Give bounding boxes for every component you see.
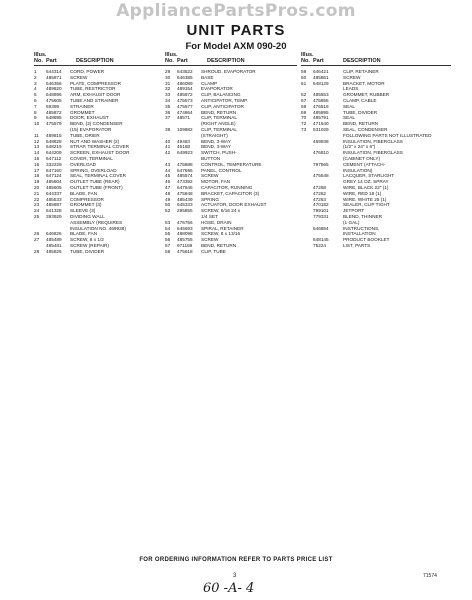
- part-number: 69399: [46, 103, 60, 109]
- part-number: 475618: [177, 248, 193, 254]
- part-description: LACQUER, STARLIGHT: [343, 173, 395, 179]
- part-number: 489815: [46, 132, 62, 138]
- illus-number: 11: [34, 132, 39, 138]
- illus-number: 32: [165, 86, 171, 92]
- illus-number: 35: [165, 103, 171, 109]
- part-description: SCREW: [201, 173, 219, 179]
- part-description: ANTICIPATOR, TEMP.: [201, 97, 248, 103]
- part-number: 646864: [313, 225, 329, 231]
- part-description: GROMMET, RUBBER: [343, 92, 390, 98]
- part-description: BEND, (2) CONDENSER: [70, 121, 123, 127]
- part-description: MOTOR, FAN: [201, 179, 231, 185]
- part-description: BLADE, FAN: [70, 190, 98, 196]
- part-number: 485755: [177, 237, 193, 243]
- part-number: 485825: [46, 248, 62, 254]
- header-illus: Illus.: [165, 52, 178, 58]
- part-description: CLAMP, CABLE: [343, 97, 377, 103]
- part-description: 1/4 SET: [201, 213, 218, 219]
- part-description: TUBE AND STRAINER: [70, 97, 119, 103]
- part-number: 471540: [313, 121, 329, 127]
- parts-column-1: [34, 52, 166, 255]
- illus-number: 10: [34, 121, 40, 127]
- part-number: 641328: [46, 208, 62, 214]
- part-description: GROMMET (3): [70, 202, 102, 208]
- illus-number: 15: [34, 155, 40, 161]
- part-description: GREY 14 OZ. SPRAY: [343, 179, 389, 185]
- part-number: 648828: [46, 138, 62, 144]
- part-number: 644209: [46, 150, 62, 156]
- part-number: 475548: [313, 173, 329, 179]
- illus-number: 47: [165, 184, 171, 190]
- header-rule: [34, 65, 166, 66]
- part-number: 332229: [46, 161, 62, 167]
- header-part: Part: [313, 58, 324, 64]
- part-description: CLIP, ANTICIPATOR: [201, 103, 244, 109]
- page-title: UNIT PARTS: [186, 22, 286, 39]
- part-number: 48571: [177, 115, 191, 121]
- part-number: 485439: [177, 196, 193, 202]
- part-description: INSTRUCTIONS,: [343, 225, 380, 231]
- part-description: SPRING: [201, 196, 219, 202]
- part-description: SCREW: [70, 74, 88, 80]
- part-description: BRACKET, CAPACITOR (3): [201, 190, 260, 196]
- illus-number: 9: [34, 115, 37, 121]
- page-subtitle: For Model AXM 090-20: [185, 41, 287, 52]
- part-description: JETPORT: [343, 208, 365, 214]
- part-description: NUT AND WASHER (2): [70, 138, 120, 144]
- parts-list: [301, 69, 451, 249]
- header-part: Part: [177, 58, 188, 64]
- part-number: 485604: [46, 179, 62, 185]
- part-description: FOLLOWING PARTS NOT ILLUSTRATED: [343, 132, 432, 138]
- part-row: [34, 249, 166, 255]
- part-description: INSTALLATION: [343, 231, 376, 237]
- part-number: 647112: [46, 155, 62, 161]
- part-description: CORD, POWER: [70, 69, 105, 74]
- part-description: EVAPORATOR: [201, 86, 233, 92]
- part-number: 644314: [46, 69, 62, 74]
- part-description: PLATE, COMPRESSOR: [70, 80, 121, 86]
- illus-number: 54: [165, 225, 171, 231]
- part-number: 475848: [177, 190, 193, 196]
- part-number: 475577: [177, 103, 193, 109]
- part-description: SPIRAL, RETAINER: [201, 225, 244, 231]
- illus-number: 68: [301, 103, 307, 109]
- part-description: COMPRESSOR: [70, 196, 104, 202]
- header-rule: [301, 65, 451, 66]
- part-number: 647695: [177, 167, 193, 173]
- illus-number: 8: [34, 109, 37, 115]
- part-description: (RIGHT ANGLE): [201, 121, 236, 127]
- part-number: 393929: [46, 213, 62, 219]
- part-description: TUBE, DRIER: [70, 132, 100, 138]
- part-description: (CABINET ONLY): [343, 155, 381, 161]
- illus-number: 60: [301, 74, 307, 80]
- part-description: BEND, 3-WAY: [201, 144, 231, 150]
- column-header: [34, 52, 166, 69]
- header-no: No.: [34, 58, 43, 64]
- part-description: (1 GAL): [343, 219, 360, 225]
- part-row: [165, 249, 297, 255]
- illus-number: 6: [34, 97, 37, 103]
- part-description: SCREW, 8 x 13/16: [201, 231, 241, 237]
- part-number: 476518: [313, 103, 329, 109]
- illus-number: 21: [34, 190, 40, 196]
- part-number: 485887: [46, 202, 62, 208]
- header-illus: Illus.: [34, 52, 47, 58]
- illus-number: 14: [34, 150, 40, 156]
- part-description: INSULATION, FIBERGLASS: [343, 138, 403, 144]
- part-number: 49483: [177, 138, 191, 144]
- part-description: (15) EVAPORATOR: [70, 126, 112, 132]
- part-description: WIRE, BLACK 22" (1): [343, 184, 389, 190]
- illus-number: 69: [301, 109, 307, 115]
- part-description: TUBE, DIVIDER: [343, 109, 378, 115]
- part-description: DOOR, EXHAUST: [70, 115, 109, 121]
- illus-number: 22: [34, 196, 40, 202]
- part-number: 475605: [46, 97, 62, 103]
- illus-number: 41: [165, 144, 171, 150]
- part-number: 474864: [177, 109, 193, 115]
- illus-number: 26: [34, 231, 40, 237]
- header-illus: Illus.: [301, 52, 314, 58]
- illus-number: 7: [34, 103, 37, 109]
- part-number: 648895: [46, 115, 62, 121]
- part-description: GROMMET: [70, 109, 95, 115]
- part-description: PANEL, CONTROL: [201, 167, 242, 173]
- part-description: BUTTON: [201, 155, 221, 161]
- header-rule: [165, 65, 297, 66]
- illus-number: 17: [34, 167, 40, 173]
- part-description: BLADE, FAN: [70, 231, 98, 237]
- illus-number: 45: [165, 173, 171, 179]
- part-number: 109882: [177, 126, 193, 132]
- part-number: 645333: [177, 202, 193, 208]
- part-description: INSULATION): [343, 167, 373, 173]
- part-description: SEAL: [343, 115, 355, 121]
- part-description: LEADS: [343, 86, 359, 92]
- part-description: BASE: [201, 74, 214, 80]
- illus-number: 61: [301, 80, 307, 86]
- part-description: HOSE, DRAIN: [201, 219, 232, 225]
- illus-number: 13: [34, 144, 40, 150]
- part-description: OUTLET TUBE (FRONT): [70, 184, 123, 190]
- part-number: 649923: [177, 150, 193, 156]
- part-number: 644337: [46, 190, 62, 196]
- illus-number: 42: [165, 150, 171, 156]
- part-number: 489154: [177, 86, 193, 92]
- illus-number: 40: [165, 138, 171, 144]
- part-number: 485861: [313, 74, 329, 80]
- part-description: SHROUD, EVAPORATOR: [201, 69, 256, 74]
- part-description: CAPACITOR, RUNNING: [201, 184, 253, 190]
- part-number: 646421: [313, 69, 329, 74]
- illus-number: 20: [34, 184, 40, 190]
- part-description: DIVIDING WALL: [70, 213, 105, 219]
- part-description: BEND, RETURN: [343, 121, 379, 127]
- illus-number: 57: [165, 242, 171, 248]
- illus-number: 34: [165, 97, 171, 103]
- part-number: 648896: [46, 92, 62, 98]
- part-number: 645693: [177, 225, 193, 231]
- part-description: BEND, RETURN: [201, 109, 237, 115]
- part-number: 799101: [313, 208, 329, 214]
- illus-number: 59: [301, 69, 307, 74]
- part-number: 475573: [177, 97, 193, 103]
- header-no: No.: [301, 58, 310, 64]
- illus-number: 19: [34, 179, 40, 185]
- illus-number: 38: [165, 126, 171, 132]
- parts-list: [165, 69, 297, 255]
- part-number: 489820: [46, 86, 62, 92]
- part-number: 469938: [313, 138, 329, 144]
- parts-list: [34, 69, 166, 255]
- illus-number: 46: [165, 179, 171, 185]
- part-number: 476756: [177, 219, 193, 225]
- part-description: TUBE, DIVIDER: [70, 248, 105, 254]
- illus-number: 29: [165, 69, 171, 74]
- part-number: 646826: [46, 231, 62, 237]
- part-number: 648145: [313, 237, 329, 243]
- part-description: OUTLET TUBE (REAR): [70, 179, 120, 185]
- part-number: 648219: [46, 144, 62, 150]
- part-description: (STRAIGHT): [201, 132, 228, 138]
- part-description: SEAL, TERMINAL COVER: [70, 173, 127, 179]
- part-number: 485872: [177, 92, 193, 98]
- part-description: SPRING, OVERLOAD: [70, 167, 117, 173]
- part-number: 476810: [313, 150, 329, 156]
- illus-number: 36: [165, 109, 171, 115]
- part-number: 488098: [177, 231, 193, 237]
- part-number: 485895: [313, 109, 329, 115]
- part-number: 75224: [313, 242, 327, 248]
- column-header: [165, 52, 297, 69]
- part-description: ASSEMBLY (REQUIRES: [70, 219, 123, 225]
- part-description: ARM, EXHAUST DOOR: [70, 92, 121, 98]
- part-description: SCREEN, EXHAUST DOOR: [70, 150, 130, 156]
- illus-number: 18: [34, 173, 40, 179]
- illus-number: 70: [301, 115, 307, 121]
- header-no: No.: [165, 58, 174, 64]
- illus-number: 4: [34, 86, 37, 92]
- illus-number: 55: [165, 231, 171, 237]
- part-number: 475888: [177, 161, 193, 167]
- illus-number: 1: [34, 69, 37, 74]
- part-number: 485553: [313, 92, 329, 98]
- illus-number: 30: [165, 74, 171, 80]
- part-description: TUBE, RESTRICTOR: [70, 86, 116, 92]
- part-number: 797565: [313, 161, 329, 167]
- part-description: STRAINER: [70, 103, 94, 109]
- illus-number: 73: [301, 126, 307, 132]
- part-description: BLEND, THINNER: [343, 213, 382, 219]
- part-number: 646385: [177, 74, 193, 80]
- part-description: SCREW, 8 x 1/2: [70, 237, 104, 243]
- part-description: SCREW: [201, 237, 219, 243]
- part-description: INSULATION NO. 469938): [70, 225, 126, 231]
- ordering-note: FOR ORDERING INFORMATION REFER TO PARTS PRICE LIST: [139, 557, 333, 563]
- part-number: 971169: [177, 242, 193, 248]
- part-number: 47268: [313, 184, 327, 190]
- illus-number: 28: [34, 248, 40, 254]
- part-description: STRAP, TERMINAL COVER: [70, 144, 130, 150]
- part-description: COVER, TERMINAL: [70, 155, 113, 161]
- illus-number: 37: [165, 115, 171, 121]
- part-number: 475579: [46, 121, 62, 127]
- part-number: 485574: [177, 173, 193, 179]
- part-description: SLEEVE (3): [70, 208, 96, 214]
- illus-number: 72: [301, 121, 307, 127]
- part-description: SEAL, CONDENSER: [343, 126, 388, 132]
- illus-number: 33: [165, 92, 171, 98]
- illus-number: 12: [34, 138, 40, 144]
- header-description: DESCRIPTION: [343, 58, 381, 64]
- part-description: BRACKET, MOTOR: [343, 80, 385, 86]
- part-description: SCREW (REPAIR): [70, 242, 109, 248]
- part-description: WIRE, WHITE 25 (1): [343, 196, 387, 202]
- illus-number: 49: [165, 196, 171, 202]
- handwritten-note: 60 -A- 4: [203, 581, 255, 596]
- part-description: SEAL: [343, 103, 355, 109]
- part-number: 470182: [313, 202, 329, 208]
- part-description: SCREW, 6/16 24 x: [201, 208, 241, 214]
- part-description: CLIP, TERMINAL: [201, 126, 238, 132]
- part-number: 473392: [177, 179, 193, 185]
- illus-number: 27: [34, 237, 40, 243]
- part-description: CLIP, BALANCING: [201, 92, 241, 98]
- header-description: DESCRIPTION: [76, 58, 114, 64]
- parts-column-2: [165, 52, 297, 255]
- illus-number: [301, 243, 311, 249]
- part-description: SCREW: [343, 74, 361, 80]
- illus-number: 2: [34, 74, 37, 80]
- page-number: 3: [233, 573, 237, 579]
- document-code: 71574: [423, 573, 437, 579]
- part-description: WIRE, RED 18 (1): [343, 190, 382, 196]
- part-description: SEALER, CLIP TIGHT: [343, 202, 390, 208]
- header-description: DESCRIPTION: [207, 58, 245, 64]
- illus-number: 53: [165, 219, 171, 225]
- part-description: CONTROL, TEMPERATURE: [201, 161, 262, 167]
- part-description: ACTUATOR, DOOR EXHAUST: [201, 202, 267, 208]
- part-description: CLAMP: [201, 80, 218, 86]
- part-number: 647160: [46, 167, 62, 173]
- header-part: Part: [46, 58, 57, 64]
- part-description: SWITCH, PUSH-: [201, 150, 237, 156]
- illus-number: 5: [34, 92, 37, 98]
- part-number: 485481: [46, 242, 62, 248]
- part-number: 47263: [313, 196, 327, 202]
- part-number: 485605: [46, 184, 62, 190]
- part-number: 779331: [313, 213, 329, 219]
- illus-number: 16: [34, 161, 40, 167]
- part-number: 643522: [177, 69, 193, 74]
- part-description: INSULATION, FIBERGLASS: [343, 150, 403, 156]
- part-description: LIST, PARTS: [343, 242, 371, 248]
- part-description: CLIP, TUBE: [201, 248, 226, 254]
- illus-number: 58: [165, 248, 171, 254]
- part-number: 47262: [313, 190, 327, 196]
- part-number: 485489: [46, 237, 62, 243]
- part-description: CEMENT (ATTACH-: [343, 161, 386, 167]
- part-number: 647645: [177, 184, 193, 190]
- illus-number: 48: [165, 190, 171, 196]
- part-description: BEND, 3-WAY: [201, 138, 231, 144]
- illus-number: 24: [34, 208, 40, 214]
- illus-number: 56: [165, 237, 171, 243]
- part-description: (1/2" x 24" x 6"): [343, 144, 376, 150]
- part-number: 648129: [313, 80, 329, 86]
- part-description: CLIP, TERMINAL: [201, 115, 238, 121]
- part-number: 485791: [313, 115, 329, 121]
- column-header: [301, 52, 451, 69]
- part-number: 647124: [46, 173, 62, 179]
- illus-number: 23: [34, 202, 40, 208]
- parts-column-3: [301, 52, 451, 249]
- part-number: 531029: [313, 126, 329, 132]
- illus-number: 25: [34, 213, 40, 219]
- illus-number: 67: [301, 97, 307, 103]
- illus-number: 31: [165, 80, 171, 86]
- illus-number: 44: [165, 167, 171, 173]
- part-description: BEND, RETURN: [201, 242, 237, 248]
- part-number: 485872: [46, 109, 62, 115]
- part-number: 486089: [177, 80, 193, 86]
- illus-number: 43: [165, 161, 171, 167]
- illus-number: 52: [165, 208, 171, 214]
- part-number: 485533: [46, 196, 62, 202]
- part-description: CLIP, RETAINER: [343, 69, 379, 74]
- part-number: 485871: [46, 74, 62, 80]
- part-description: OVERLOAD: [70, 161, 97, 167]
- illus-number: 3: [34, 80, 37, 86]
- illus-number: 62: [301, 92, 307, 98]
- part-number: 475855: [313, 97, 329, 103]
- part-number: 646356: [46, 80, 62, 86]
- part-row: [301, 243, 451, 249]
- part-number: 295855: [177, 208, 193, 214]
- part-description: PRODUCT BOOKLET: [343, 237, 390, 243]
- illus-number: 50: [165, 202, 171, 208]
- watermark-text: AppliancePartsPros.com: [116, 1, 356, 21]
- part-number: 45168: [177, 144, 191, 150]
